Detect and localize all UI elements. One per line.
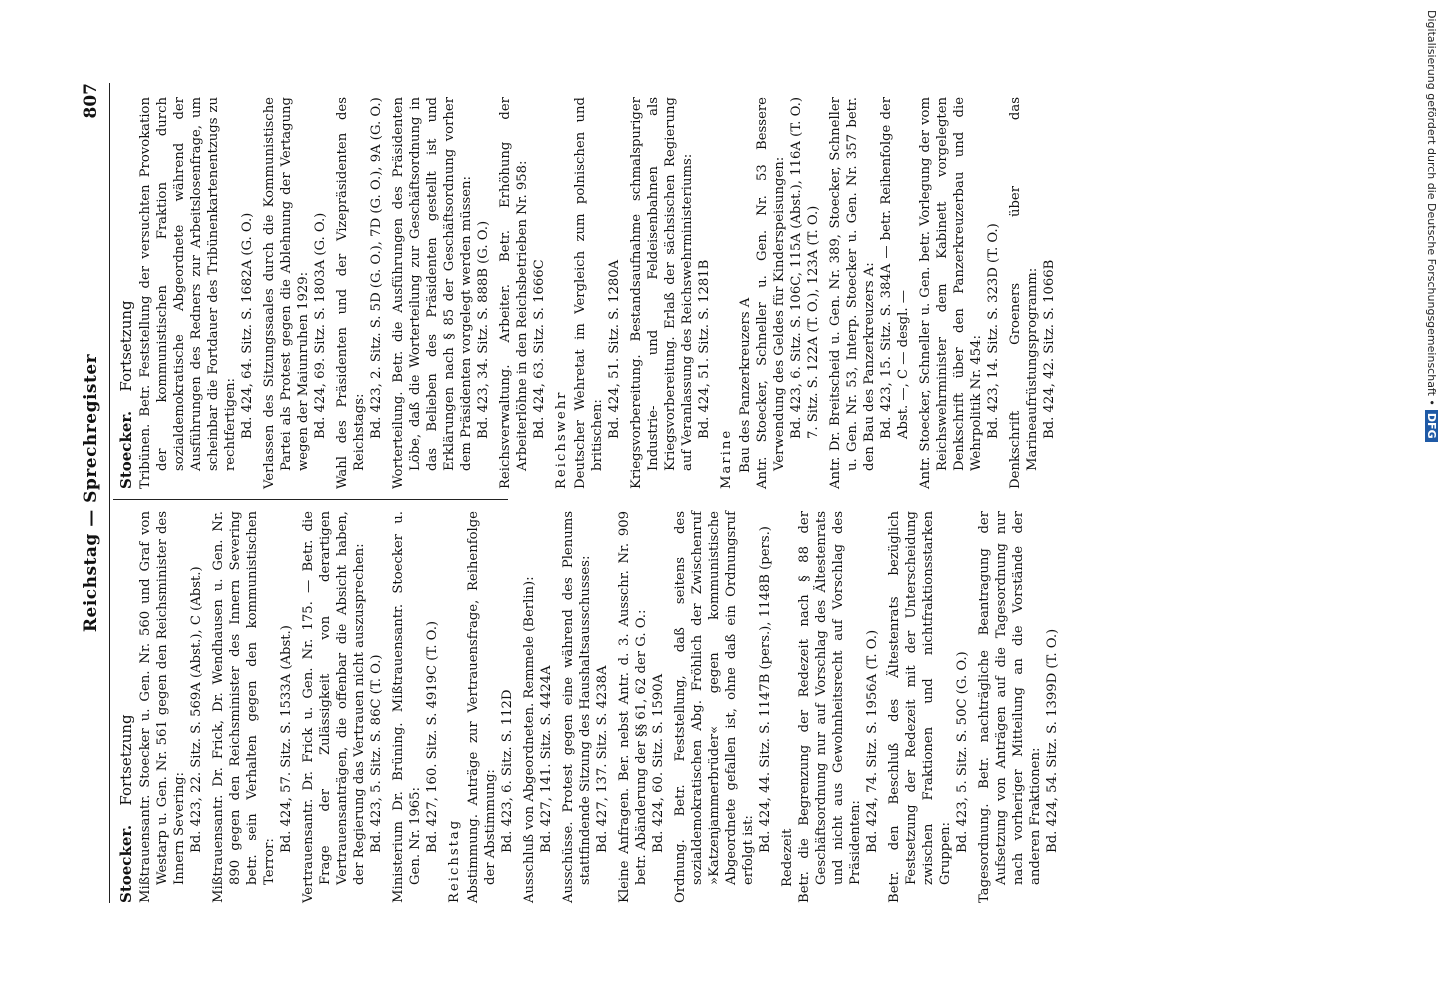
index-entry: Abstimmung. Anträge zur Vertrauensfrage, Reihenfolge der Abstimmung: Bd. 423, 6. Sitz. S. 112D	[466, 511, 515, 903]
column-divider	[113, 499, 508, 500]
entry-reference: Bd. 423, 15. Sitz. S. 384A — betr. Reihenfolge der Abst. —, C — desgl. —	[879, 97, 911, 439]
subsection-heading: Redezeit	[780, 828, 795, 887]
page-number: 807	[81, 83, 101, 119]
index-entry: Betr. den Beschluß des Ältestenrats bezüglich Festsetzung der Redezeit mit der Unterscheidung zwischen Fraktionen und nichtfraktionsstarken Gruppen: Bd. 423, 5. Sitz. S. 50C (G. O.)	[887, 511, 970, 903]
index-entry: Tribünen. Betr. Feststellung der versuchten Provokation der kommunistischen Fraktion durch sozialdemokratische Abgeordnete während der Ausführungen des Redners zur Arbeitslosenfrage, um scheinbar die Fortdauer des Tribünenkartenentzugs zu rechtfertigen: Bd. 424, 64. Sitz. S. 1682A (G. O.)	[138, 97, 255, 489]
entry-reference: Bd. 423, 2. Sitz. S. 5D (G. O.), 7D (G. O.), 9A (G. O.)	[369, 97, 384, 439]
index-entry: Deutscher Wehretat im Vergleich zum polnischen und britischen: Bd. 424, 51. Sitz. S. 1280A	[573, 97, 622, 489]
index-entry: Ordnung. Betr. Feststellung, daß seitens des sozialdemokratischen Abg. Fröhlich der Zwischenruf »Katzenjammerbrüder« gegen kommunistische Abgeordnete gefallen ist, ohne daß ein Ordnungsruf erfolgt ist: Bd. 424, 44. Sitz. S. 1147B (pers.), 1148B (pers.)	[673, 511, 773, 903]
entry-reference: Bd. 424, 69. Sitz. S. 1803A (G. O.)	[313, 212, 328, 439]
entry-reference: Bd. 423, 14. Sitz. S. 323D (T. O.)	[986, 223, 1001, 439]
page-header	[77, 83, 113, 903]
left-column	[117, 511, 1066, 903]
right-column	[117, 97, 1063, 489]
dfg-logo: DFG	[1425, 410, 1438, 442]
entry-reference: Bd. 424, 74. Sitz. S. 1956A (T. O.)	[865, 629, 880, 853]
continuation-label: Fortsetzung	[117, 300, 135, 392]
entry-reference: Bd. 424, 42. Sitz. S. 1066B	[1042, 259, 1057, 439]
entry-reference: Bd. 423, 22. Sitz. S. 569A (Abst.), C (Abst.)	[189, 566, 204, 853]
speaker-name: Stoecker.	[117, 824, 135, 903]
entry-reference: Bd. 424, 64. Sitz. S. 1682A (G. O.)	[240, 212, 255, 439]
rotated-page-content	[77, 83, 1307, 903]
index-entry: Denkschrift Groeners über das Marineaufrüstungsprogramm: Bd. 424, 42. Sitz. S. 1066B	[1008, 97, 1057, 489]
index-entry: Kriegsvorbereitung. Bestandsaufnahme schmalspuriger Industrie- und Feldeisenbahnen als Kriegsvorbereitung. Erlaß der sächsischen Regierung auf Veranlassung des Reichswehrministeriums: Bd. 424, 51. Sitz. S. 1281B	[629, 97, 712, 489]
running-title: Reichstag — Sprechregister	[81, 353, 101, 633]
section-heading: Reichstag	[447, 818, 462, 903]
entry-reference: Bd. 427, 160. Sitz. S. 4919C (T. O.)	[425, 620, 440, 853]
entry-reference: Bd. 424, 57. Sitz. S. 1533A (Abst.)	[279, 625, 294, 853]
entry-reference: Bd. 423, 5. Sitz. S. 50C (G. O.)	[955, 651, 970, 853]
digitization-credit	[1416, 10, 1438, 1000]
index-entry: Tagesordnung. Betr. nachträgliche Beantragung der Aufsetzung von Anträgen auf die Tagesordnung nur nach vorheriger Mitteilung an die Vorstände der anderen Fraktionen: Bd. 424, 54. Sitz. S. 1399D (T. O.)	[977, 511, 1060, 903]
entry-reference: Bd. 423, 6. Sitz. S. 112D	[500, 689, 515, 853]
credit-text: Digitalisierung gefördert durch die Deutsche Forschungsgemeinschaft •	[1425, 10, 1438, 406]
index-entry: Mißtrauensantr. Dr. Frick, Dr. Wendhausen u. Gen. Nr. 890 gegen den Reichsminister des Innern Severing betr. sein Verhalten gegen den kommunistischen Terror: Bd. 424, 57. Sitz. S. 1533A (Abst.)	[211, 511, 294, 903]
index-entry: Ministerium Dr. Brüning. Mißtrauensantr. Stoecker u. Gen. Nr. 1965: Bd. 427, 160. Sitz. S. 4919C (T. O.)	[391, 511, 440, 903]
speaker-heading	[117, 97, 135, 489]
entry-reference: Bd. 424, 60. Sitz. S. 1590A	[651, 673, 666, 853]
entry-reference: Bd. 427, 137. Sitz. S. 4238A	[595, 665, 610, 853]
section-heading: Marine	[719, 428, 734, 489]
entry-reference: Bd. 423, 6. Sitz. S. 106C, 115A (Abst.), 116A (T. O.) 7. Sitz. S. 122A (T. O.), 123A (T. O.)	[789, 97, 821, 439]
entry-reference: Bd. 424, 44. Sitz. S. 1147B (pers.), 1148B (pers.)	[758, 526, 773, 853]
index-entry: Mißtrauensantr. Stoecker u. Gen. Nr. 560 und Graf von Westarp u. Gen. Nr. 561 gegen den Reichsminister des Innern Severing: Bd. 423, 22. Sitz. S. 569A (Abst.), C (Abst.)	[138, 511, 204, 903]
entry-reference: Bd. 424, 51. Sitz. S. 1281B	[697, 259, 712, 439]
index-entry: Ausschluß von Abgeordneten. Remmele (Berlin): Bd. 427, 141. Sitz. S. 4424A	[521, 511, 555, 903]
index-entry: Reichsverwaltung. Arbeiter. Betr. Erhöhung der Arbeiterlöhne in den Reichsbetrieben Nr. 958: Bd. 424, 63. Sitz. S. 1666C	[498, 97, 547, 489]
section-heading: Reichswehr	[554, 390, 569, 489]
entry-reference: Bd. 423, 5. Sitz. S. 86C (T. O.)	[369, 654, 384, 853]
index-entry: Kleine Anfragen. Ber. nebst Antr. d. 3. Ausschr. Nr. 909 betr. Abänderung der §§ 61, 62 der G. O.: Bd. 424, 60. Sitz. S. 1590A	[617, 511, 666, 903]
index-entry: Ausschüsse. Protest gegen eine während des Plenums stattfindende Sitzung des Haushaltsausschusses: Bd. 427, 137. Sitz. S. 4238A	[561, 511, 610, 903]
index-entry: Verlassen des Sitzungssaales durch die Kommunistische Partei als Protest gegen die Ablehnung der Vertagung wegen der Maiunruhen 1929: Bd. 424, 69. Sitz. S. 1803A (G. O.)	[262, 97, 328, 489]
entry-reference: Bd. 424, 63. Sitz. S. 1666C	[532, 259, 547, 439]
subsection-heading: Bau des Panzerkreuzers A	[738, 297, 753, 473]
entry-reference: Bd. 427, 141. Sitz. S. 4424A	[539, 665, 554, 853]
entry-reference: Bd. 424, 51. Sitz. S. 1280A	[607, 259, 622, 439]
index-entry: Worterteilung. Betr. die Ausführungen des Präsidenten Löbe, daß die Worterteilung zur Geschäftsordnung in das Belieben des Präsidenten gestellt ist und Erklärungen nach § 85 der Geschäftsordnung vorher dem Präsidenten vorgelegt werden müssen: Bd. 423, 34. Sitz. S. 888B (G. O.)	[391, 97, 491, 489]
speaker-name: Stoecker.	[117, 410, 135, 489]
speaker-heading	[117, 511, 135, 903]
header-rule	[109, 83, 110, 903]
continuation-label: Fortsetzung	[117, 714, 135, 806]
entry-reference: Bd. 424, 54. Sitz. S. 1399D (T. O.)	[1045, 628, 1060, 853]
entry-reference: Bd. 423, 34. Sitz. S. 888B (G. O.)	[476, 220, 491, 439]
index-entry: Wahl des Präsidenten und der Vizepräsidenten des Reichstags: Bd. 423, 2. Sitz. S. 5D (G. O.), 7D (G. O.), 9A (G. O.)	[335, 97, 384, 489]
index-entry: Vertrauensantr. Dr. Frick u. Gen. Nr. 175. — Betr. die Frage der Zulässigkeit von derartigen Vertrauensanträgen, die offenbar die Absicht haben, der Regierung das Vertrauen nicht auszusprechen: Bd. 423, 5. Sitz. S. 86C (T. O.)	[301, 511, 384, 903]
index-entry: Antr. Stoecker, Schneller u. Gen. betr. Vorlegung der vom Reichswehrminister dem Kabinett vorgelegten Denkschrift über den Panzerkreuzerbau und die Wehrpolitik Nr. 454: Bd. 423, 14. Sitz. S. 323D (T. O.)	[918, 97, 1001, 489]
index-entry: Betr. die Begrenzung der Redezeit nach § 88 der Geschäftsordnung nur auf Vorschlag des Ältestenrats und nicht aus Gewohnheitsrecht auf Vorschlag des Präsidenten: Bd. 424, 74. Sitz. S. 1956A (T. O.)	[797, 511, 880, 903]
index-entry: Antr. Dr. Breitscheid u. Gen. Nr. 389, Stoecker, Schneller u. Gen. Nr. 53, Interp. Stoecker u. Gen. Nr. 357 betr. den Bau des Panzerkreuzers A: Bd. 423, 15. Sitz. S. 384A — betr. Reihenfolge der Abst. —, C — desgl. —	[828, 97, 911, 489]
index-entry: Antr. Stoecker, Schneller u. Gen. Nr. 53 Bessere Verwendung des Geldes für Kinderspeisungen: Bd. 423, 6. Sitz. S. 106C, 115A (Abst.), 116A (T. O.) 7. Sitz. S. 122A (T. O.), 123A (T. O.)	[755, 97, 821, 489]
